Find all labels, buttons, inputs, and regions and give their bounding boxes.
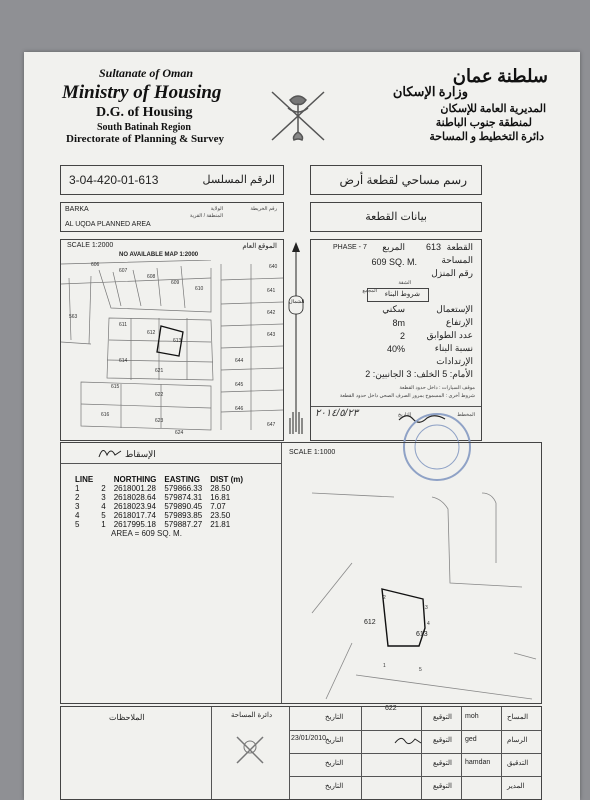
date-label: التاريخ bbox=[398, 412, 411, 418]
footer-stamp-icon bbox=[225, 725, 275, 775]
area-value: 609 SQ. M. bbox=[371, 257, 417, 267]
surveyor-name: moh bbox=[465, 713, 479, 720]
col-line: LINE bbox=[75, 475, 94, 484]
footer-date-4: التاريخ bbox=[325, 783, 344, 790]
vertex-4: 4 bbox=[427, 621, 430, 627]
drafter-signature-icon bbox=[393, 733, 423, 747]
vertex-3: 3 bbox=[425, 605, 428, 611]
other-conditions-note: شروط أخرى : المسموح بمرور الصرف الصحي داخل حدود القطعة bbox=[339, 393, 475, 399]
ratio-value: 40% bbox=[386, 344, 405, 354]
table-row: 4 5 2618017.74 579893.85 23.50 bbox=[75, 511, 231, 520]
phase: PHASE - 7 bbox=[333, 244, 367, 251]
serial-box bbox=[60, 165, 284, 195]
block-label: المربع bbox=[382, 242, 405, 252]
footer-sign-2: التوقيع bbox=[433, 737, 452, 744]
location-wilayat: BARKA bbox=[65, 206, 89, 213]
role-checker: التدقيق bbox=[507, 760, 529, 767]
use-label: الإستعمال bbox=[436, 304, 473, 314]
header-ar-sultanate: سلطنة عمان bbox=[452, 66, 548, 86]
drop-section bbox=[60, 442, 542, 712]
site-parcels-drawing bbox=[61, 260, 283, 440]
col-easting: EASTING bbox=[164, 475, 200, 484]
drafter-name: ged bbox=[465, 736, 477, 743]
drop-plot-left: 612 bbox=[364, 619, 376, 626]
table-row: 2 3 2618028.64 579874.31 16.81 bbox=[75, 493, 231, 502]
north-arrow-icon bbox=[286, 242, 306, 438]
conditions-title: شروط البناء bbox=[384, 291, 420, 298]
header-en-sultanate: Sultanate of Oman bbox=[99, 66, 194, 80]
drop-area: AREA = 609 SQ. M. bbox=[111, 529, 182, 538]
use-value: سكني bbox=[382, 304, 405, 314]
footer-sign-3: التوقيع bbox=[433, 760, 452, 767]
oman-emblem-icon bbox=[266, 82, 330, 148]
coordinates-table bbox=[71, 475, 247, 529]
location-area-label: المنطقة / القرية bbox=[189, 213, 223, 219]
setbacks-value: الأمام: 5 الخلف: 3 الجانبين: 2 bbox=[365, 369, 473, 379]
north-label: الشمال bbox=[289, 299, 305, 305]
role-drafter: الرسام bbox=[507, 737, 528, 744]
footer-date-2: التاريخ bbox=[325, 737, 344, 744]
header-ar-directorate: دائرة التخطيط و المساحة bbox=[429, 131, 544, 143]
checker-name: hamdan bbox=[465, 759, 491, 766]
footer-sign-4: التوقيع bbox=[433, 783, 452, 790]
vertex-5: 5 bbox=[419, 667, 422, 673]
drop-label: الإسقاط bbox=[125, 449, 156, 459]
general-site-scale: SCALE 1:2000 bbox=[67, 242, 114, 249]
footer-date-1: التاريخ bbox=[325, 714, 344, 721]
ratio-label: نسبة البناء bbox=[434, 343, 473, 353]
floors-value: 2 bbox=[399, 331, 405, 341]
location-map-label: رقم الخريطة bbox=[250, 206, 277, 212]
location-wilayat-label: الولاية bbox=[210, 206, 223, 212]
drop-drawing bbox=[282, 463, 540, 701]
handwritten-date: ٢٠١٤/٥/٢٣ bbox=[315, 408, 359, 419]
drop-scale: SCALE 1:1000 bbox=[289, 449, 336, 456]
house-no-label: رقم المنزل bbox=[431, 268, 473, 278]
table-row: 3 4 2618023.94 579890.45 7.07 bbox=[75, 502, 226, 511]
role-director: المدير bbox=[507, 783, 525, 790]
parking-note: موقف السيارات : داخل حدود القطعة bbox=[399, 385, 475, 391]
survey-document bbox=[24, 52, 580, 800]
role-surveyor: المساح bbox=[507, 714, 529, 721]
header-en-ministry: Ministry of Housing bbox=[62, 82, 222, 103]
general-site-no-map: NO AVAILABLE MAP 1:2000 bbox=[119, 252, 199, 258]
footer-notes: الملاحظات bbox=[109, 713, 145, 722]
location-area: AL UQDA PLANNED AREA bbox=[65, 221, 151, 228]
col-dist: DIST (m) bbox=[210, 475, 244, 484]
floors-label: عدد الطوابق bbox=[426, 330, 473, 340]
complex-label: المجمع bbox=[362, 288, 377, 294]
col-northing: NORTHING bbox=[113, 475, 157, 484]
general-site-label: الموقع العام bbox=[242, 243, 277, 250]
setbacks-label: الإرتدادات bbox=[436, 356, 473, 366]
vertex-2: 2 bbox=[383, 595, 386, 601]
plot-data-title: بيانات القطعة bbox=[365, 211, 427, 223]
vertex-1: 1 bbox=[383, 663, 386, 669]
planner-label: المخطط bbox=[457, 412, 475, 418]
footer-sign-1: التوقيع bbox=[433, 714, 452, 721]
sheet-label: الشقة bbox=[398, 280, 411, 286]
area-label: المساحة bbox=[441, 255, 473, 265]
serial-label: الرقم المسلسل bbox=[202, 174, 275, 186]
drop-plot-bottom: 622 bbox=[385, 705, 397, 712]
conditions-title-box bbox=[367, 288, 429, 302]
doc-title-box bbox=[310, 165, 482, 195]
doc-title: رسم مساحي لقطعة أرض bbox=[339, 173, 467, 187]
general-site-map: SCALE 1:2000 الموقع العام NO AVAILABLE MAP 1:2000 606 607 608 609 610 640 641 642 643 644 645 646 647 611 612 613 614 615 616 621 622 623 624 563 bbox=[60, 239, 284, 441]
header-en-dg: D.G. of Housing bbox=[96, 105, 193, 120]
table-row: 5 1 2617995.18 579887.27 21.81 bbox=[75, 520, 231, 529]
header-ar-ministry: وزارة الإسكان bbox=[392, 84, 468, 99]
plot-label: القطعة bbox=[446, 242, 473, 252]
plot-data-title-box bbox=[310, 202, 482, 232]
header-en-region: South Batinah Region bbox=[97, 122, 191, 133]
serial-number: 3-04-420-01-613 bbox=[69, 173, 159, 187]
height-label: الإرتفاع bbox=[445, 317, 473, 327]
location-box bbox=[60, 202, 284, 232]
plot-number: 613 bbox=[425, 242, 441, 252]
height-value: 8m bbox=[392, 318, 405, 328]
footer-stamp-label: دائرة المساحة bbox=[231, 712, 273, 719]
drop-plot-center: 613 bbox=[416, 631, 428, 638]
header-ar-region: لمنطقة جنوب الباطنة bbox=[435, 117, 532, 129]
col-to bbox=[97, 475, 109, 484]
footer-date-3: التاريخ bbox=[325, 760, 344, 767]
header-ar-dg: المديرية العامة للإسكان bbox=[440, 103, 546, 115]
footer-table bbox=[60, 706, 542, 800]
drafter-date: 23/01/2010 bbox=[291, 735, 327, 742]
header-en-directorate: Directorate of Planning & Survey bbox=[66, 133, 225, 145]
table-row: 1 2 2618001.28 579866.33 28.50 bbox=[75, 484, 231, 493]
drop-signature-icon bbox=[97, 445, 123, 459]
